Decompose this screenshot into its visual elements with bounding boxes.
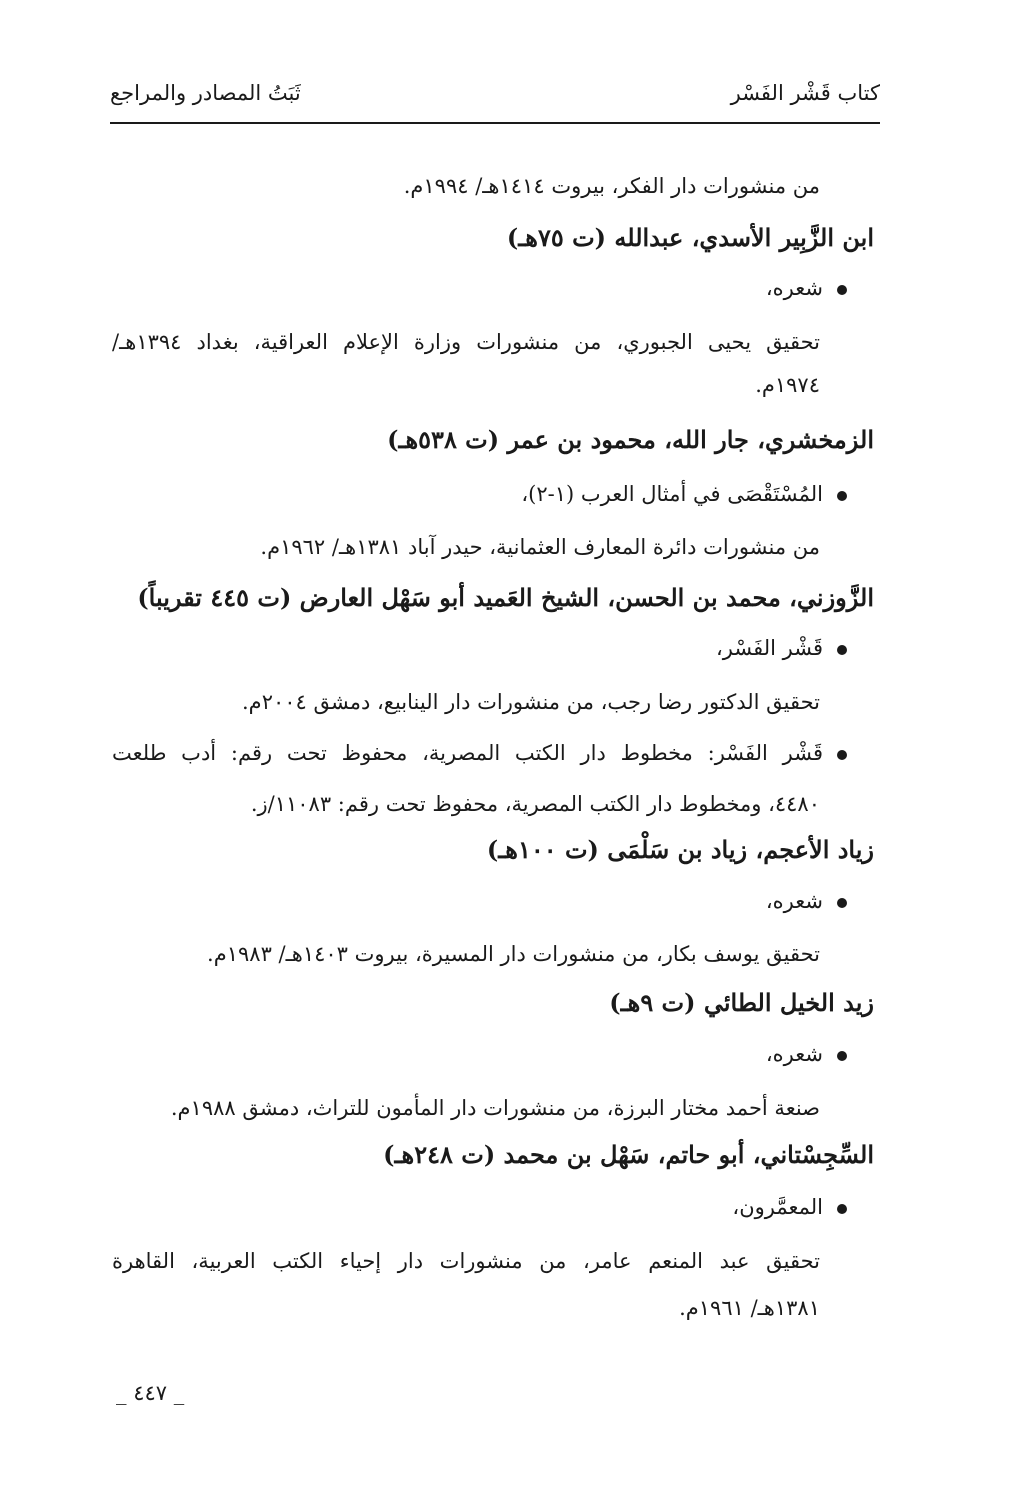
work-title-line: شعره، xyxy=(766,1038,847,1070)
text-line: ١٣٨١هـ/ ١٩٦١م. xyxy=(679,1296,820,1320)
author-entry: ابن الزَّبِير الأسدي، عبدالله (ت ٧٥هـ) xyxy=(506,223,874,252)
bullet-icon xyxy=(837,1051,847,1061)
text-line: من منشورات دار الفكر، بيروت ١٤١٤هـ/ ١٩٩٤م. xyxy=(403,174,820,198)
bullet-icon xyxy=(837,1204,847,1214)
work-title-line: قَشْر الفَسْر: مخطوط دار الكتب المصرية، محفوظ تحت رقم: أدب طلعت xyxy=(112,737,847,769)
page-number: _ ٤٤٧ _ xyxy=(116,1381,185,1405)
work-title-line: شعره، xyxy=(766,885,847,917)
author-entry: السِّجِسْتاني، أبو حاتم، سَهْل بن محمد (ت ٢٤٨هـ) xyxy=(383,1140,874,1169)
bullet-icon xyxy=(837,285,847,295)
text-line: من منشورات دائرة المعارف العثمانية، حيدر آباد ١٣٨١هـ/ ١٩٦٢م. xyxy=(260,535,820,559)
running-header xyxy=(110,76,880,118)
bullet-icon xyxy=(837,645,847,655)
text-line: تحقيق الدكتور رضا رجب، من منشورات دار الينابيع، دمشق ٢٠٠٤م. xyxy=(242,690,820,714)
author-entry: الزمخشري، جار الله، محمود بن عمر (ت ٥٣٨هـ) xyxy=(387,425,874,454)
author-entry: زياد الأعجم، زياد بن سَلْمَى (ت ١٠٠هـ) xyxy=(486,835,874,864)
author-entry: الزَّوزني، محمد بن الحسن، الشيخ العَميد أبو سَهْل العارض (ت ٤٤٥ تقريباً) xyxy=(137,583,874,612)
text-line: تحقيق عبد المنعم عامر، من منشورات دار إحياء الكتب العربية، القاهرة xyxy=(112,1249,820,1273)
work-title-line: المُسْتَقْصَى في أمثال العرب (١-٢)، xyxy=(521,478,847,510)
bullet-icon xyxy=(837,750,847,760)
work-title-line: المعمَّرون، xyxy=(732,1191,847,1223)
bullet-icon xyxy=(837,898,847,908)
section-title: ثَبَتُ المصادر والمراجع xyxy=(110,81,301,105)
book-title: كتاب قَشْر الفَسْر xyxy=(730,81,880,105)
text-line: صنعة أحمد مختار البرزة، من منشورات دار المأمون للتراث، دمشق ١٩٨٨م. xyxy=(170,1096,820,1120)
header-divider xyxy=(110,122,880,124)
work-title-line: شعره، xyxy=(766,272,847,304)
author-entry: زيد الخيل الطائي (ت ٩هـ) xyxy=(609,988,874,1017)
text-line: ١٩٧٤م. xyxy=(755,373,820,397)
bullet-icon xyxy=(837,491,847,501)
work-title-line: قَشْر الفَسْر، xyxy=(716,632,847,664)
text-line: تحقيق يوسف بكار، من منشورات دار المسيرة، بيروت ١٤٠٣هـ/ ١٩٨٣م. xyxy=(207,942,820,966)
text-line: ٤٤٨٠، ومخطوط دار الكتب المصرية، محفوظ تحت رقم: ١١٠٨٣/ز. xyxy=(250,792,820,816)
text-line: تحقيق يحيى الجبوري، من منشورات وزارة الإعلام العراقية، بغداد ١٣٩٤هـ/ xyxy=(112,330,820,354)
